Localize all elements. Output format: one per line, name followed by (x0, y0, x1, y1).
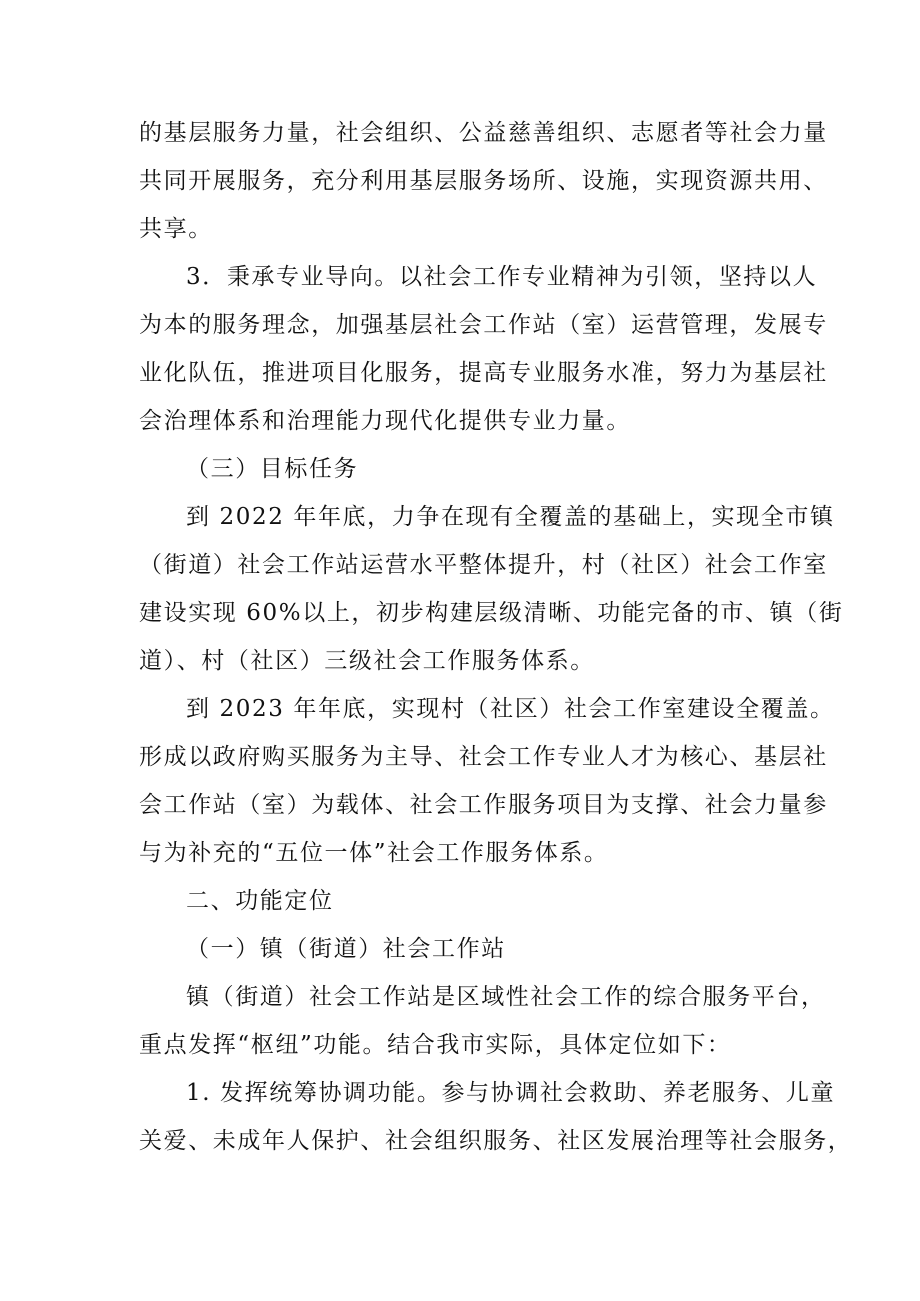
section-heading: （一）镇（街道）社会工作站 (186, 936, 506, 962)
body-line: 关爱、未成年人保护、社会组织服务、社区发展治理等社会服务， (139, 1128, 853, 1154)
body-line: 与为补充的“五位一体”社会工作服务体系。 (139, 840, 609, 866)
body-line: 道）、村（社区）三级社会工作服务体系。 (139, 648, 595, 674)
chapter-heading: 二、功能定位 (186, 888, 334, 914)
body-line: 3．秉承专业导向。以社会工作专业精神为引领，坚持以人 (186, 264, 818, 290)
body-line: 1. 发挥统筹协调功能。参与协调社会救助、养老服务、儿童 (186, 1080, 836, 1106)
body-line: （街道）社会工作站运营水平整体提升，村（社区）社会工作室 (139, 552, 828, 578)
body-line: 的基层服务力量，社会组织、公益慈善组织、志愿者等社会力量 (139, 120, 828, 146)
body-line: 为本的服务理念，加强基层社会工作站（室）运营管理，发展专 (139, 312, 828, 338)
body-line: 形成以政府购买服务为主导、社会工作专业人才为核心、基层社 (139, 744, 828, 770)
body-line: 镇（街道）社会工作站是区域性社会工作的综合服务平台， (186, 984, 826, 1010)
body-line: 会工作站（室）为载体、社会工作服务项目为支撑、社会力量参 (139, 792, 828, 818)
body-line: 业化队伍，推进项目化服务，提高专业服务水准，努力为基层社 (139, 360, 828, 386)
body-line: 建设实现 60%以上，初步构建层级清晰、功能完备的市、镇（街 (139, 600, 844, 626)
body-line: 到 2022 年年底，力争在现有全覆盖的基础上，实现全市镇 (186, 504, 835, 530)
body-line: 重点发挥“枢纽”功能。结合我市实际，具体定位如下： (139, 1032, 732, 1058)
body-line: 会治理体系和治理能力现代化提供专业力量。 (139, 408, 631, 434)
body-line: 到 2023 年年底，实现村（社区）社会工作室建设全覆盖。 (186, 696, 835, 722)
section-heading: （三）目标任务 (186, 456, 359, 482)
body-line: 共享。 (139, 216, 213, 242)
body-line: 共同开展服务，充分利用基层服务场所、设施，实现资源共用、 (139, 168, 828, 194)
